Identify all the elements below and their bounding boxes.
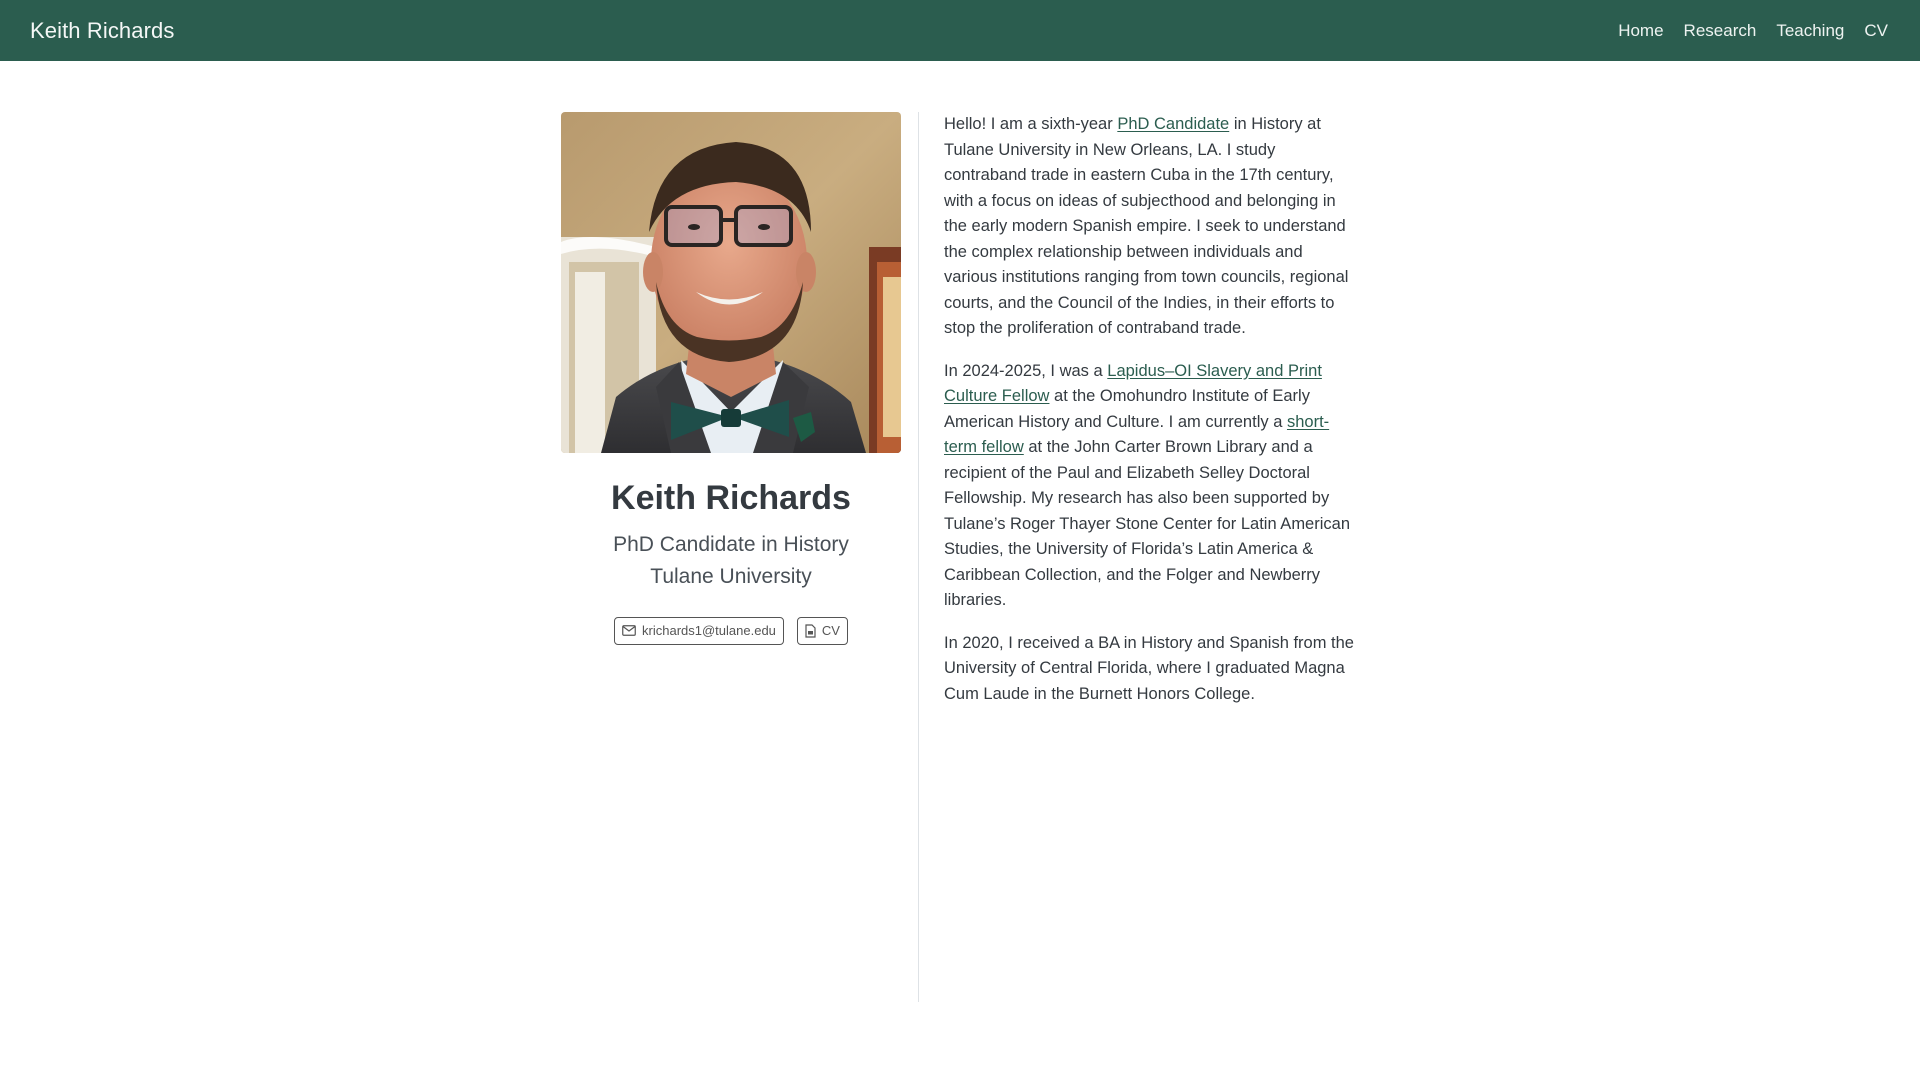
phd-candidate-link[interactable]: PhD Candidate [1117, 115, 1230, 133]
lapidus-fellow-link[interactable]: Lapidus–OI Slavery and Print Culture Fellow [944, 361, 1322, 405]
top-navbar [0, 0, 1920, 61]
cv-button[interactable] [797, 617, 848, 645]
bio-text: at the John Carter Brown Library and a recipient of the Paul and Elizabeth Selley Doctoral Fellowship. My research has also been supported by Tulane’s Roger Thayer Stone Center for Latin American Studies, the University of Florida’s Latin America & Caribbean Collection, and the Folger and Newberry libraries. [944, 438, 1350, 609]
profile-name: Keith Richards [611, 479, 851, 517]
envelope-icon [622, 625, 636, 636]
nav-research-link[interactable]: Research [1683, 20, 1757, 40]
email-button[interactable] [614, 617, 784, 645]
profile-photo [561, 112, 901, 453]
bio-content [944, 112, 1360, 724]
column-divider [918, 112, 919, 1002]
bio-paragraph-1 [944, 112, 1360, 342]
profile-affiliation: Tulane University [650, 564, 812, 588]
profile-links [561, 617, 901, 645]
profile-sidebar [561, 112, 901, 645]
nav-cv-link[interactable]: CV [1864, 20, 1888, 40]
site-brand-link[interactable]: Keith Richards [30, 17, 175, 43]
email-label: krichards1@tulane.edu [642, 623, 776, 639]
bio-text: In 2024-2025, I was a [944, 361, 1108, 380]
profile-role: PhD Candidate in History [613, 532, 849, 556]
nav-teaching-link[interactable]: Teaching [1776, 20, 1845, 40]
file-pdf-icon [805, 624, 816, 638]
nav-home-link[interactable]: Home [1618, 20, 1664, 40]
short-term-fellow-link[interactable]: short-term fellow [944, 412, 1330, 456]
bio-paragraph-2 [944, 359, 1360, 614]
bio-text: in History at Tulane University in New Orleans, LA. I study contraband trade in eastern Cuba in the 17th century, with a focus on ideas of subjecthood and belonging in the early modern Spanish empire. I seek to understand the complex relationship between individuals and various institutions ranging from town councils, regional courts, and the Council of the Indies, in their efforts to stop the proliferation of contraband trade. [944, 115, 1349, 337]
avatar [561, 112, 901, 453]
nav-links [1608, 21, 1890, 41]
bio-text: at the Omohundro Institute of Early American History and Culture. I am currently a [944, 387, 1310, 431]
cv-label: CV [821, 623, 840, 639]
bio-paragraph-3: In 2020, I received a BA in History and Spanish from the University of Central Florida, where I graduated Magna Cum Laude in the Burnett Honors College. [944, 633, 1354, 703]
bio-text: Hello! I am a sixth-year [944, 115, 1118, 133]
